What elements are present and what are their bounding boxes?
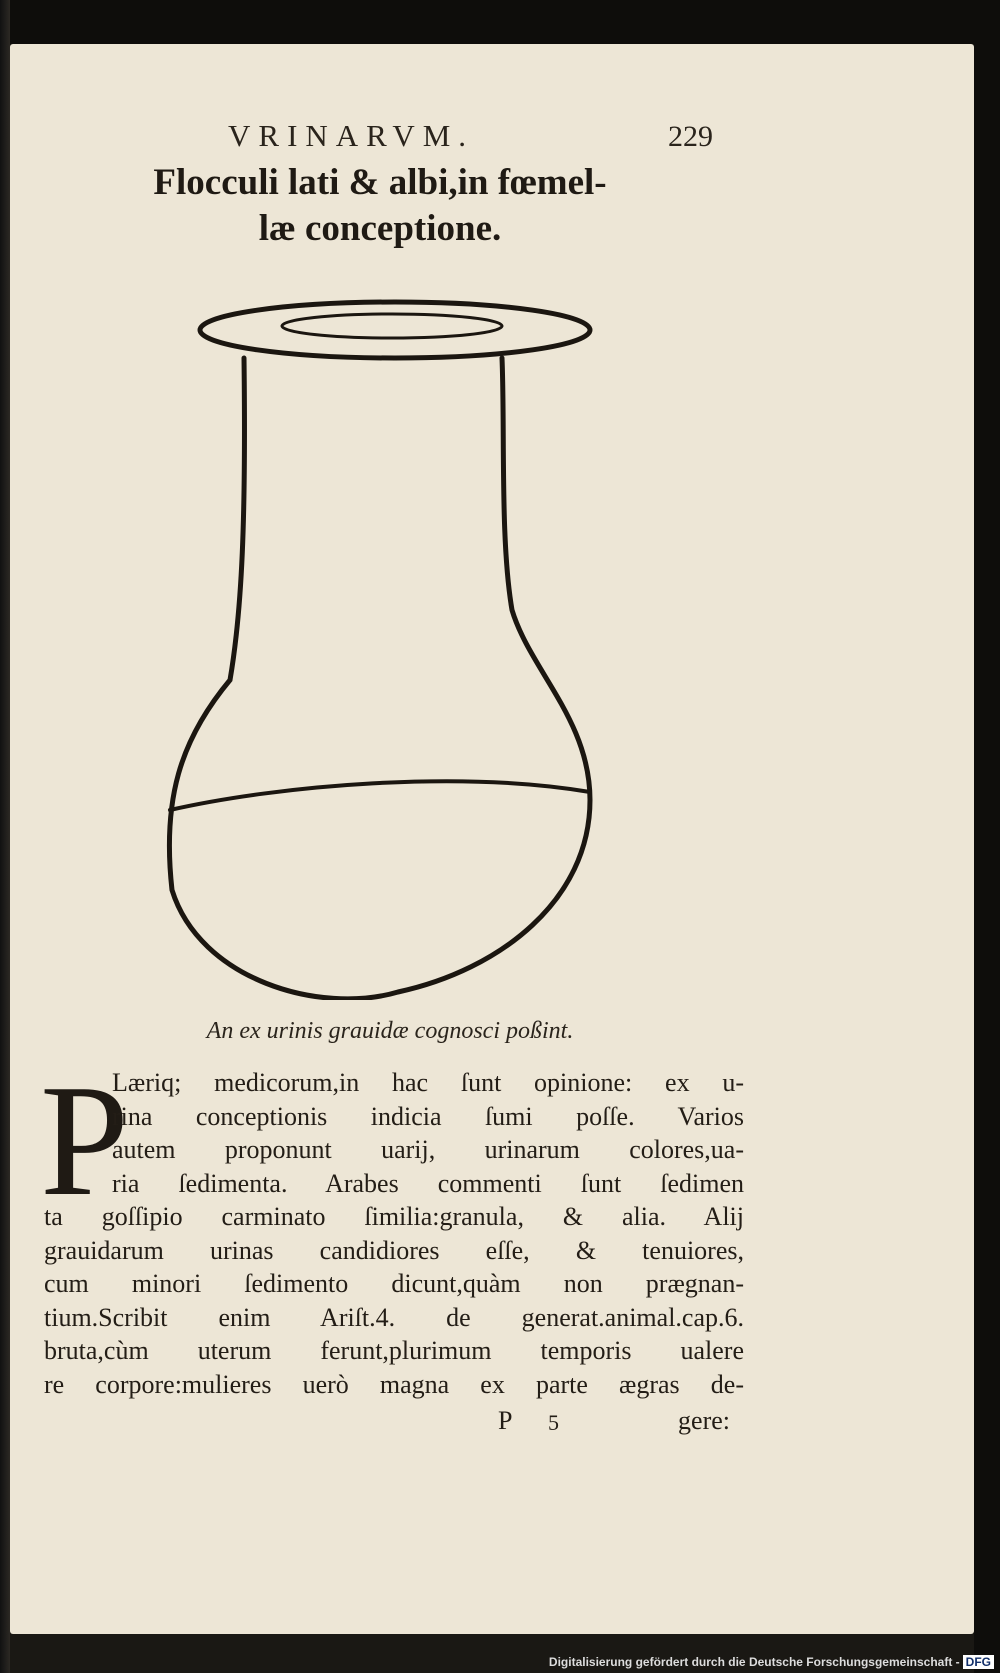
stamp-text: Digitalisierung gefördert durch die Deutsche Forschungsgemeinschaft - [548,1655,960,1669]
text-line: grauidarum urinas candidiores eſſe, & tenuiores, [44,1235,744,1265]
text-line: ta goſſipio carminato ſimilia:granula, & alia. Alij [44,1202,744,1231]
chapter-title [130,160,630,252]
book-spine [0,0,10,1673]
title-line-1: Flocculi lati & albi,in fœmel- [153,162,607,203]
text-line: rina conceptionis indicia ſumi poſſe. Varios [112,1101,744,1131]
flask-rim-inner [282,314,502,338]
text-line: ria ſedimenta. Arabes commenti ſunt ſedimen [112,1168,744,1198]
signature-number: 5 [548,1410,559,1435]
drop-capital: P [40,1051,129,1229]
digitization-stamp [549,1655,994,1669]
text-line: Læriq; medicorum,in hac ſunt opinione: ex u- [112,1068,744,1097]
page-number: 229 [668,120,713,153]
body-paragraph [44,1066,744,1401]
text-line: tium.Scribit enim Ariſt.4. de generat.animal.cap.6. [44,1302,744,1332]
text-line: cum minori ſedimento dicunt,quàm non prægnan- [44,1269,744,1298]
text-line: autem proponunt uarij, urinarum colores,ua- [112,1135,744,1164]
text-line: re corpore:mulieres uerò magna ex parte ægras de- [44,1369,744,1399]
dfg-logo: DFG [963,1655,994,1669]
flask-left-wall [169,358,590,999]
text-line: bruta,cùm uterum ferunt,plurimum temporis ualere [44,1336,744,1365]
section-caption: An ex urinis grauidæ cognosci poßint. [206,1018,574,1044]
catchword: gere: [678,1406,730,1435]
urine-flask-illustration [160,280,640,1000]
signature-mark: P [498,1406,513,1435]
scan-right-edge [974,0,1000,1673]
running-head: VRINARVM. [228,118,475,153]
flask-rim-outer [200,302,590,358]
flask-liquid-line [170,781,590,810]
scan-top-edge [0,0,1000,44]
title-line-2: læ conceptione. [258,208,502,249]
